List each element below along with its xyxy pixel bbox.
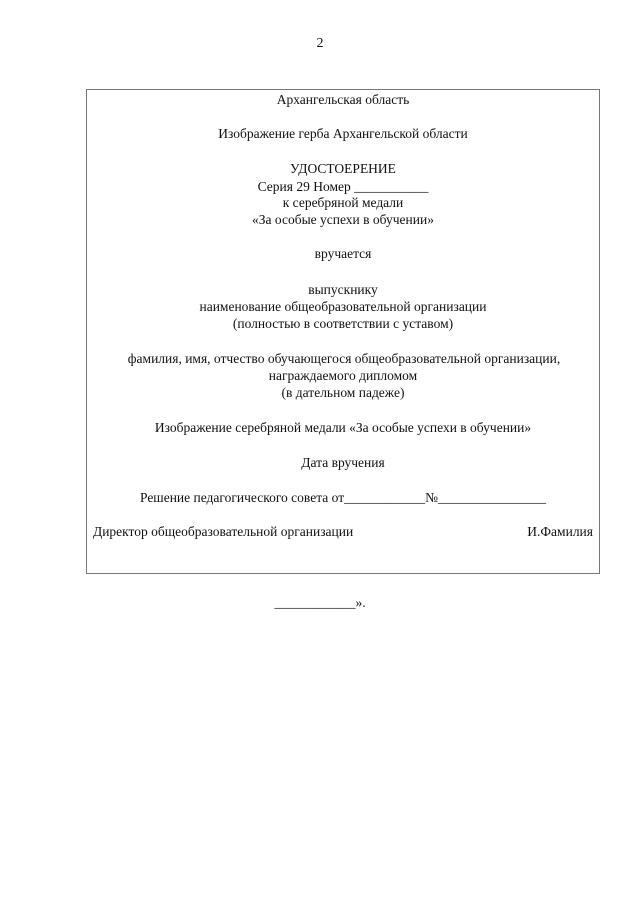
graduate-line: выпускнику [308,282,378,297]
student-name-line-2: награждаемого дипломом [268,368,418,383]
medal-image-placeholder: Изображение серебряной медали «За особые успехи в обучении» [154,420,532,435]
student-name-note: (в дательном падеже) [281,385,405,400]
coat-of-arms-placeholder: Изображение герба Архангельской области [218,126,468,141]
series-number-line: Серия 29 Номер ___________ [257,179,429,194]
student-name-line: фамилия, имя, отчество обучающегося общеобразовательной организации, [127,351,561,366]
org-name-note: (полностью в соответствии с уставом) [232,316,454,331]
council-decision-line: Решение педагогического совета от____________№________________ [139,490,546,505]
director-name: И.Фамилия [527,524,593,539]
footer-line: ____________». [274,595,366,610]
certificate-title: УДОСТОЕРЕНИЕ [290,161,396,176]
page-number: 2 [316,36,324,51]
certificate-frame [86,89,600,574]
org-name-line: наименование общеобразовательной организации [199,299,487,314]
region-line: Архангельская область [276,92,410,107]
medal-line-1: к серебряной медали [282,195,404,210]
director-label: Директор общеобразовательной организации [93,524,354,539]
awarded-line: вручается [314,246,372,261]
medal-line-2: «За особые успехи в обучении» [252,212,434,227]
award-date-line: Дата вручения [301,455,385,470]
